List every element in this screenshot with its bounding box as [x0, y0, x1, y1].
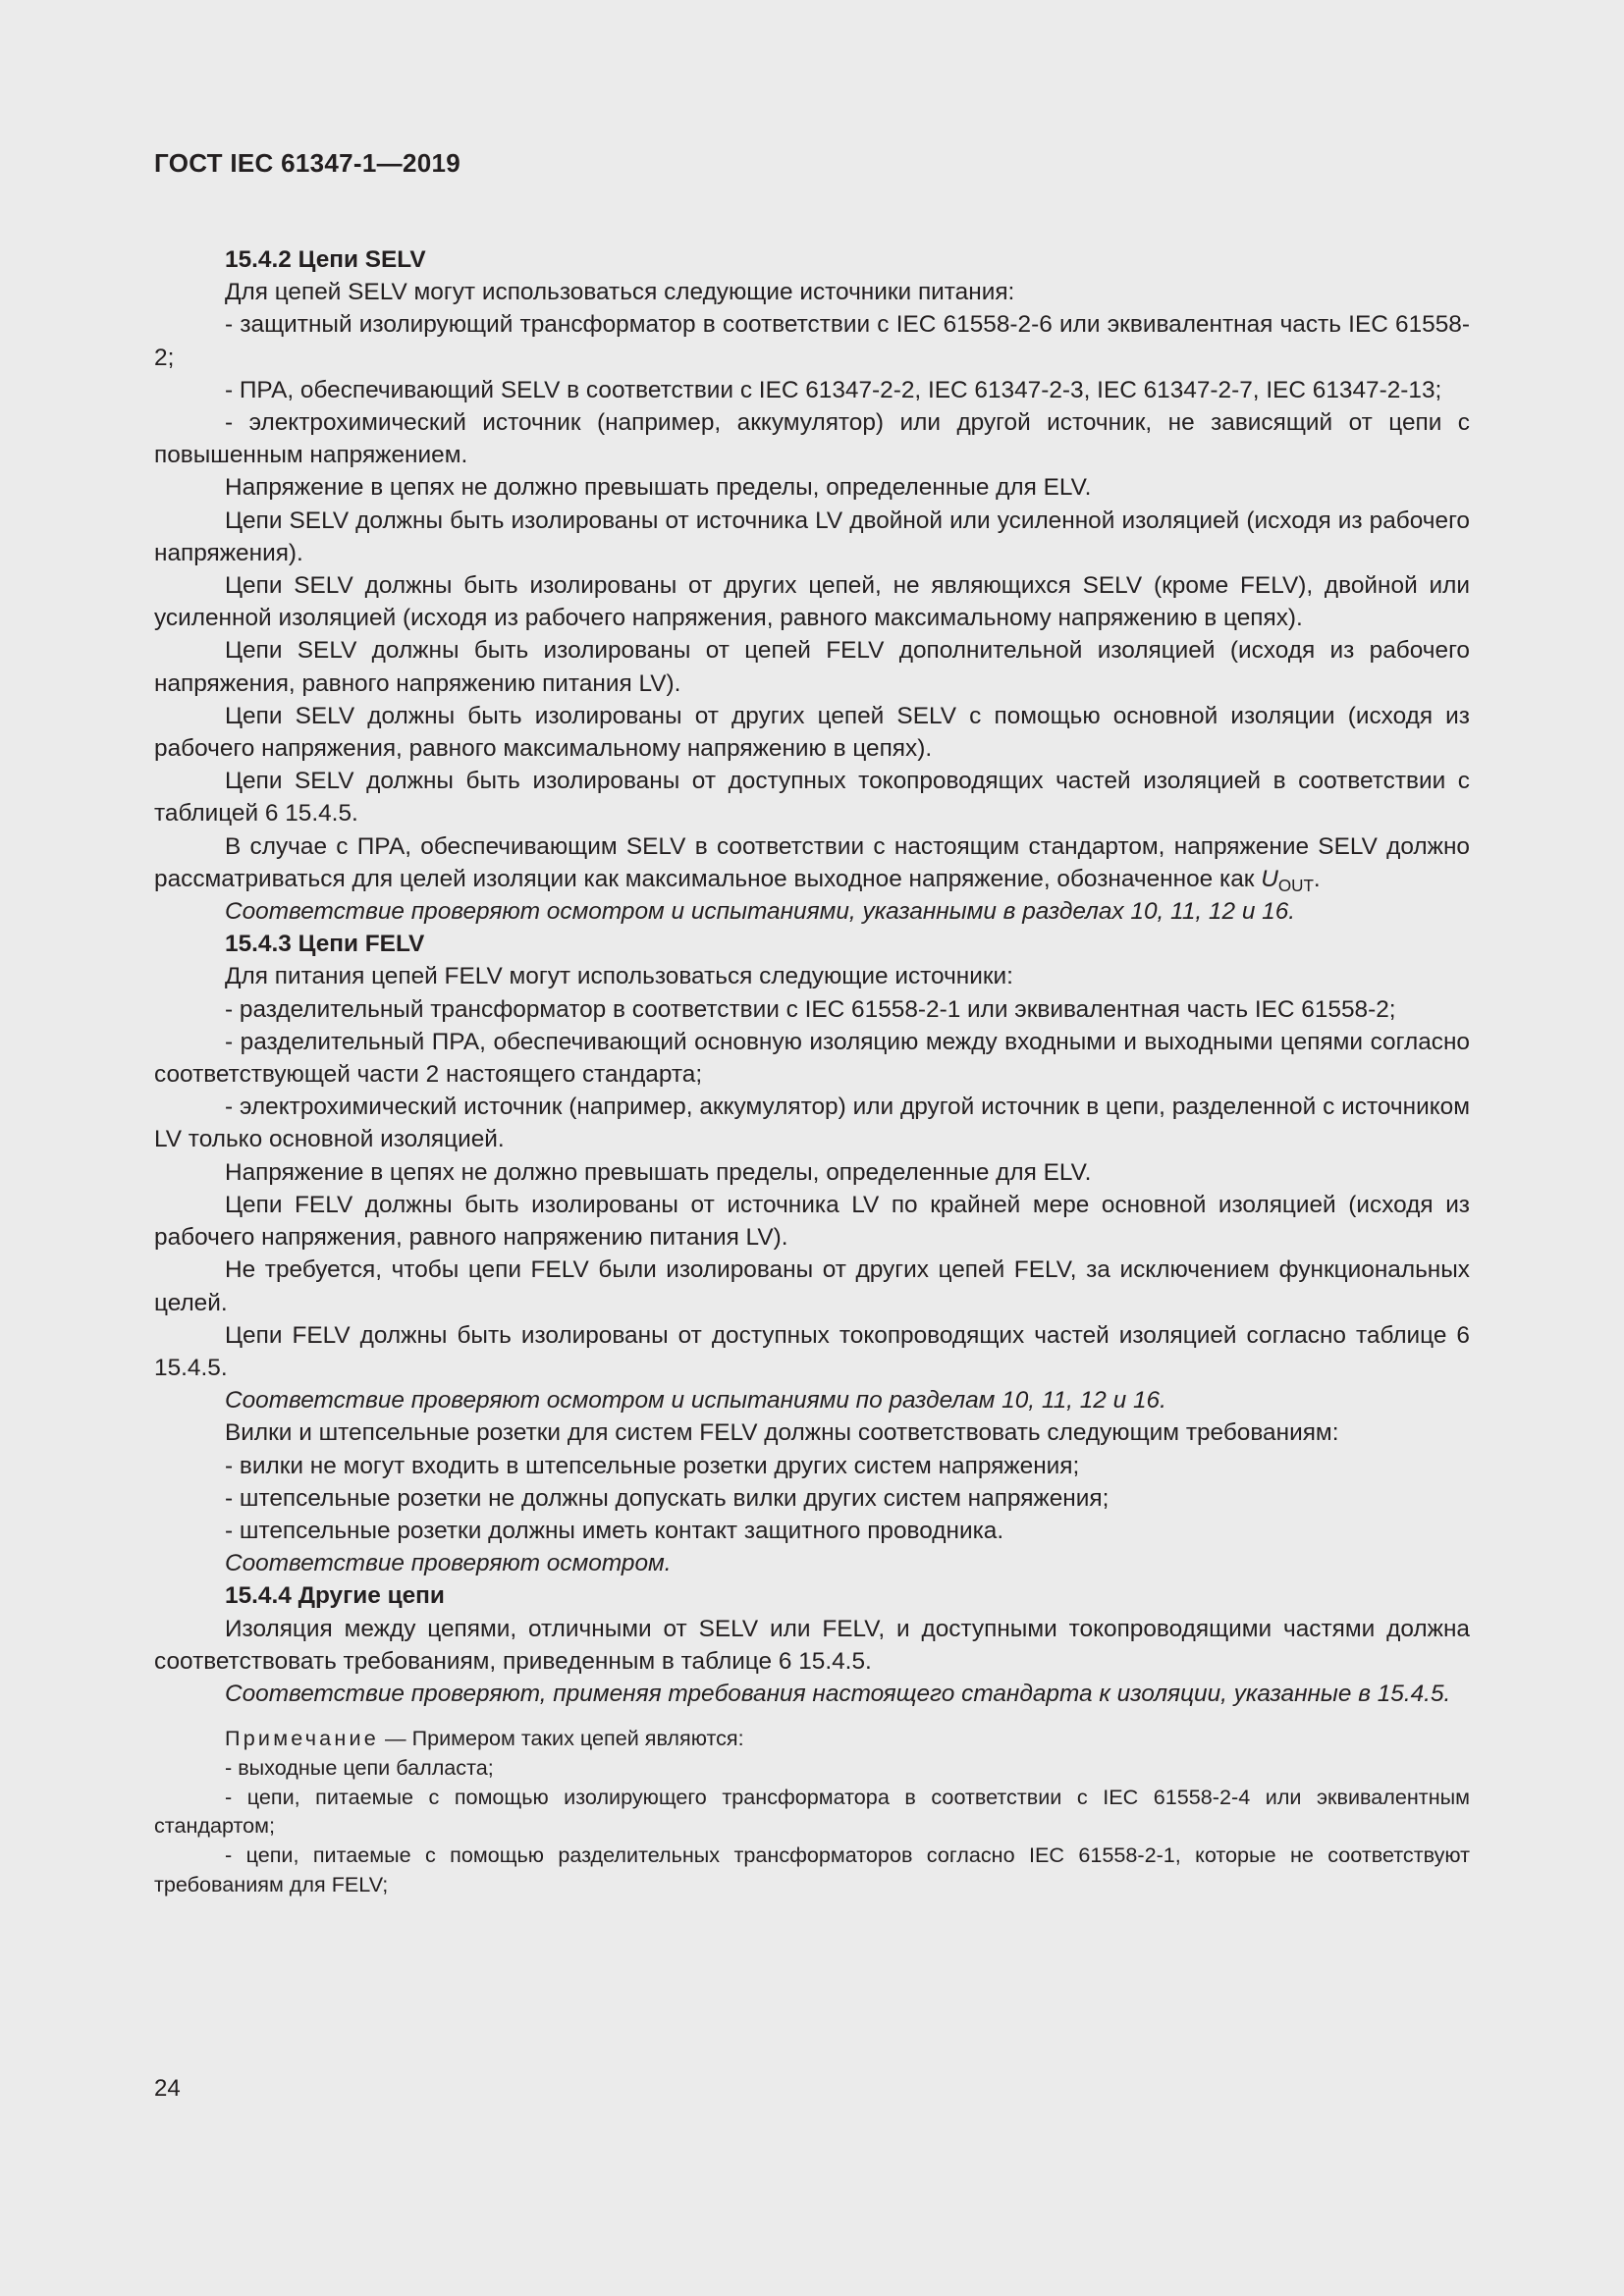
note-block: [154, 1724, 1470, 1898]
document-page: [154, 145, 1470, 1898]
list-item: - защитный изолирующий трансформатор в соответствии с IEC 61558-2-6 или эквивалентная часть IEC 61558-2;: [154, 311, 1470, 371]
note-label: Примечание: [225, 1726, 379, 1751]
paragraph: Цепи SELV должны быть изолированы от других цепей, не являющихся SELV (кроме FELV), двойной или усиленной изоляцией (исходя из рабочего напряжения, равного максимальному напряжению в цепях).: [154, 572, 1470, 632]
compliance-statement: Соответствие проверяют осмотром и испытаниями по разделам 10, 11, 12 и 16.: [225, 1387, 1166, 1415]
list-item: - штепсельные розетки должны иметь контакт защитного проводника.: [225, 1517, 1004, 1544]
list-item: - ПРА, обеспечивающий SELV в соответствии с IEC 61347-2-2, IEC 61347-2-3, IEC 61347-2-7, IEC 61347-2-13;: [225, 376, 1442, 403]
document-body: [154, 243, 1470, 1710]
paragraph: Цепи SELV должны быть изолированы от источника LV двойной или усиленной изоляцией (исходя из рабочего напряжения).: [154, 507, 1470, 566]
compliance-statement: Соответствие проверяют осмотром.: [225, 1550, 672, 1577]
section-heading-15-4-3: 15.4.3 Цепи FELV: [225, 931, 425, 958]
paragraph-end: .: [1313, 865, 1321, 892]
note-intro: [154, 1724, 1470, 1753]
compliance-statement: Соответствие проверяют осмотром и испытаниями, указанными в разделах 10, 11, 12 и 16.: [225, 898, 1296, 926]
paragraph: Напряжение в цепях не должно превышать пределы, определенные для ELV.: [225, 1158, 1092, 1186]
list-item: - штепсельные розетки не должны допускать вилки других систем напряжения;: [225, 1484, 1110, 1512]
paragraph: Для питания цепей FELV могут использоваться следующие источники:: [225, 963, 1013, 990]
paragraph: Цепи SELV должны быть изолированы от других цепей SELV с помощью основной изоляции (исходя из рабочего напряжения, равного максимальному напряжению в цепях).: [154, 702, 1470, 763]
paragraph: Цепи FELV должны быть изолированы от источника LV по крайней мере основной изоляцией (исходя из рабочего напряжения, равного напряжению питания LV).: [154, 1191, 1470, 1252]
list-item: - разделительный ПРА, обеспечивающий основную изоляцию между входными и выходными цепями согласно соответствующей части 2 настоящего стандарта;: [154, 1028, 1470, 1089]
list-item: - вилки не могут входить в штепсельные розетки других систем напряжения;: [225, 1452, 1080, 1479]
paragraph-uout: [154, 830, 1470, 895]
paragraph: Напряжение в цепях не должно превышать пределы, определенные для ELV.: [225, 474, 1092, 502]
voltage-symbol: U: [1261, 865, 1278, 892]
document-header: ГОСТ IEC 61347-1—2019: [154, 148, 460, 178]
paragraph: Для цепей SELV могут использоваться следующие источники питания:: [225, 279, 1015, 306]
note-item: - цепи, питаемые с помощью изолирующего трансформатора в соответствии с IEC 61558-2-4 или эквивалентным стандартом;: [154, 1784, 1470, 1839]
note-item: - цепи, питаемые с помощью разделительных трансформаторов согласно IEC 61558-2-1, которые не соответствуют требованиям для FELV;: [154, 1842, 1470, 1896]
note-intro-text: — Примером таких цепей являются:: [379, 1726, 744, 1751]
paragraph: Вилки и штепсельные розетки для систем FELV должны соответствовать следующим требованиям:: [225, 1419, 1339, 1447]
section-heading-15-4-4: 15.4.4 Другие цепи: [225, 1582, 445, 1610]
paragraph-text: В случае с ПРА, обеспечивающим SELV в соответствии с настоящим стандартом, напряжение SELV должно рассматриваться для целей изоляции как максимальное выходное напряжение, обозначенное как: [154, 832, 1470, 892]
paragraph: Цепи SELV должны быть изолированы от доступных токопроводящих частей изоляцией в соответствии с таблицей 6 15.4.5.: [154, 768, 1470, 828]
paragraph: Цепи FELV должны быть изолированы от доступных токопроводящих частей изоляцией согласно таблице 6 15.4.5.: [154, 1321, 1470, 1381]
section-heading-15-4-2: 15.4.2 Цепи SELV: [225, 246, 426, 273]
page-number: 24: [154, 2075, 181, 2102]
list-item: - электрохимический источник (например, аккумулятор) или другой источник в цепи, разделенной с источником LV только основной изоляцией.: [154, 1094, 1470, 1153]
paragraph: Не требуется, чтобы цепи FELV были изолированы от других цепей FELV, за исключением функциональных целей.: [154, 1256, 1470, 1316]
note-item: - выходные цепи балласта;: [225, 1754, 494, 1780]
list-item: - электрохимический источник (например, аккумулятор) или другой источник, не зависящий от цепи с повышенным напряжением.: [154, 409, 1470, 469]
compliance-statement: Соответствие проверяют, применяя требования настоящего стандарта к изоляции, указанные в 15.4.5.: [225, 1680, 1451, 1707]
list-item: - разделительный трансформатор в соответствии с IEC 61558-2-1 или эквивалентная часть IEC 61558-2;: [225, 995, 1396, 1023]
paragraph: Цепи SELV должны быть изолированы от цепей FELV дополнительной изоляцией (исходя из рабочего напряжения, равного напряжению питания LV).: [154, 637, 1470, 697]
voltage-subscript: OUT: [1277, 876, 1314, 895]
paragraph: Изоляция между цепями, отличными от SELV или FELV, и доступными токопроводящими частями должна соответствовать требованиям, приведенным в таблице 6 15.4.5.: [154, 1615, 1470, 1675]
